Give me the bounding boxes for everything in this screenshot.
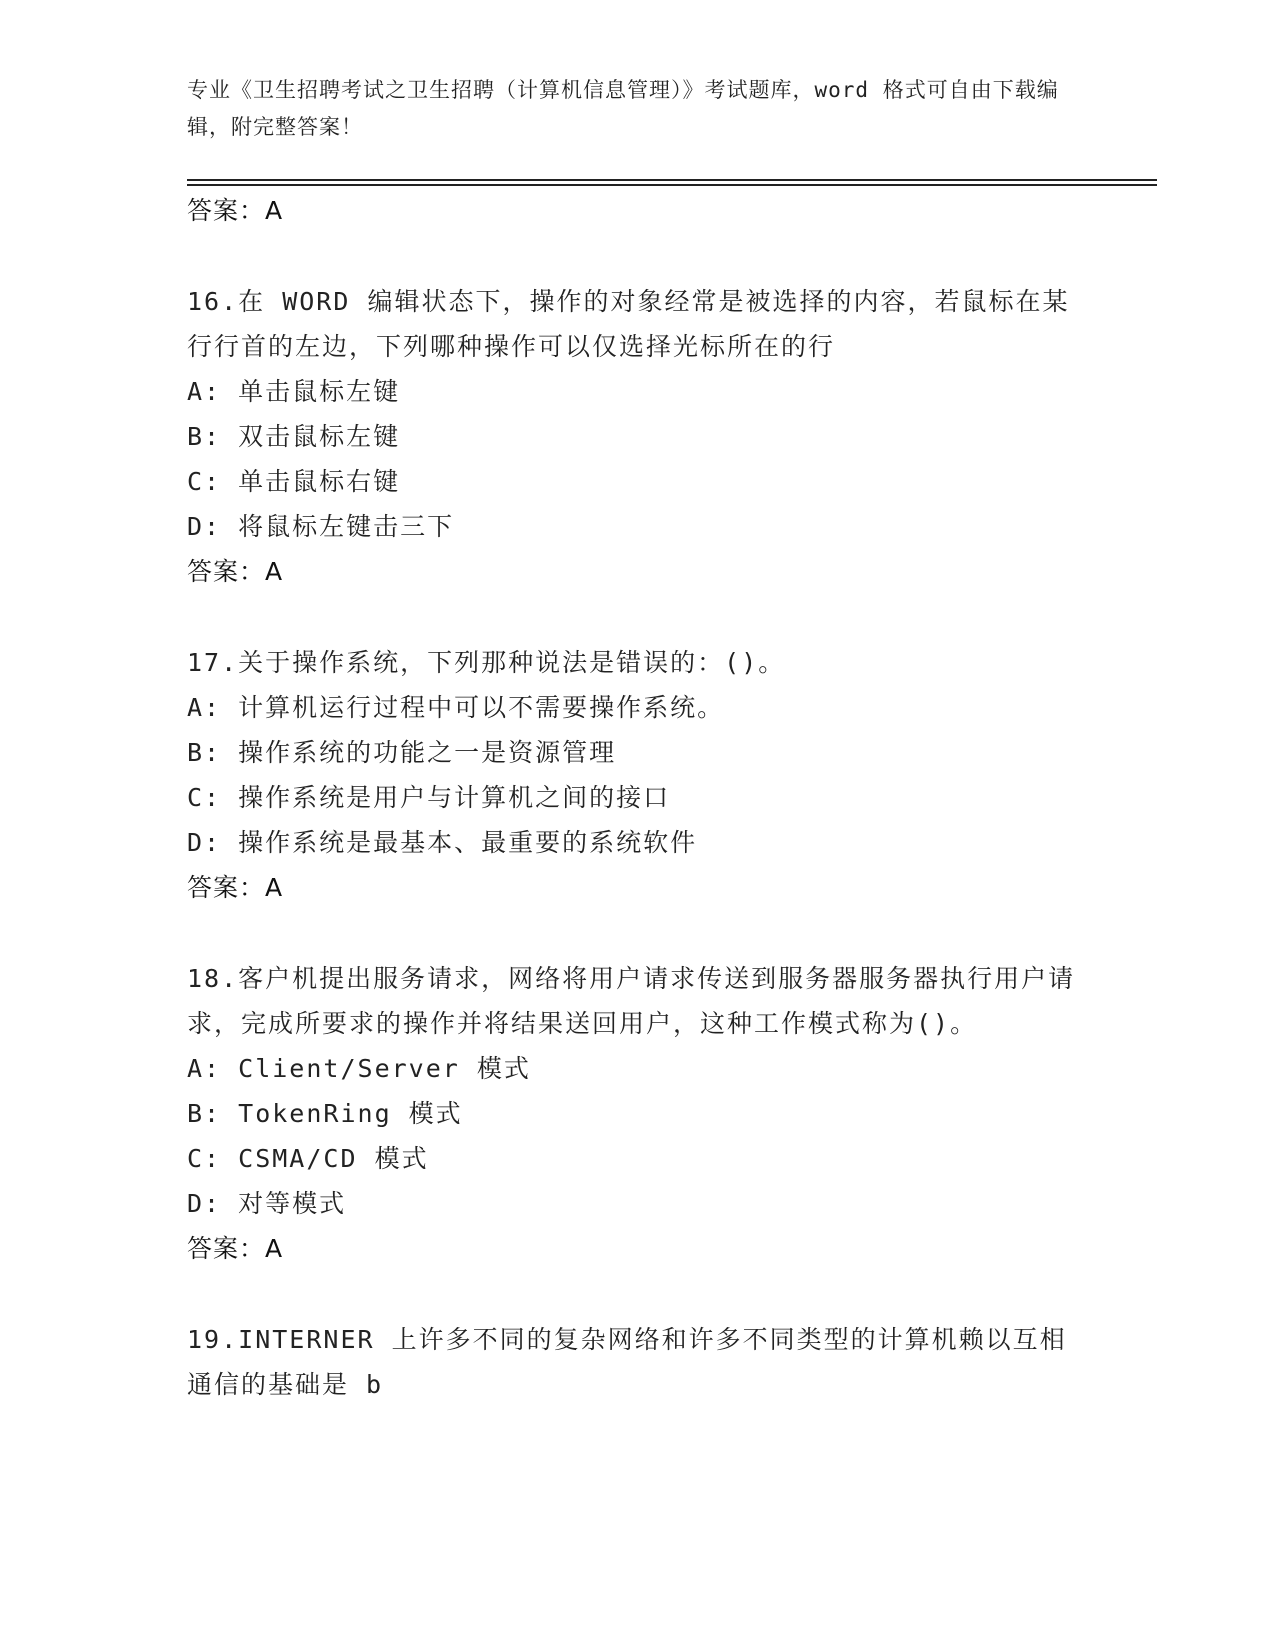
question-text: 18.客户机提出服务请求，网络将用户请求传送到服务器服务器执行用户请求，完成所要求的操作并将结果送回用户，这种工作模式称为()。 (187, 964, 1076, 1038)
question-text: 17.关于操作系统，下列那种说法是错误的：()。 (187, 648, 786, 677)
answer-line: 答案：A (187, 873, 284, 902)
question-17 (187, 640, 1087, 910)
option-d: D: 操作系统是最基本、最重要的系统软件 (187, 828, 698, 857)
answer-line: 答案：A (187, 557, 284, 586)
answer-line: 答案：A (187, 1234, 284, 1263)
question-16 (187, 279, 1087, 594)
option-a: A: 计算机运行过程中可以不需要操作系统。 (187, 693, 725, 722)
question-18 (187, 956, 1087, 1271)
option-d: D: 将鼠标左键击三下 (187, 512, 455, 541)
option-d: D: 对等模式 (187, 1189, 347, 1218)
option-c: C: 单击鼠标右键 (187, 467, 401, 496)
option-b: B: TokenRing 模式 (187, 1099, 463, 1128)
option-c: C: CSMA/CD 模式 (187, 1144, 429, 1173)
question-list (187, 188, 1087, 1407)
header-divider-top (187, 179, 1157, 181)
document-header: 专业《卫生招聘考试之卫生招聘（计算机信息管理）》考试题库，word 格式可自由下载编辑，附完整答案！ (187, 78, 1059, 139)
answer-line: 答案：A (187, 196, 284, 225)
option-a: A: Client/Server 模式 (187, 1054, 531, 1083)
option-a: A: 单击鼠标左键 (187, 377, 401, 406)
question-text: 16.在 WORD 编辑状态下，操作的对象经常是被选择的内容，若鼠标在某行行首的左边，下列哪种操作可以仅选择光标所在的行 (187, 287, 1070, 361)
question-text: 19.INTERNER 上许多不同的复杂网络和许多不同类型的计算机赖以互相通信的基础是 b (187, 1325, 1067, 1399)
question-19 (187, 1317, 1087, 1407)
option-c: C: 操作系统是用户与计算机之间的接口 (187, 783, 671, 812)
header-divider-bottom (187, 184, 1157, 186)
option-b: B: 双击鼠标左键 (187, 422, 401, 451)
option-b: B: 操作系统的功能之一是资源管理 (187, 738, 617, 767)
